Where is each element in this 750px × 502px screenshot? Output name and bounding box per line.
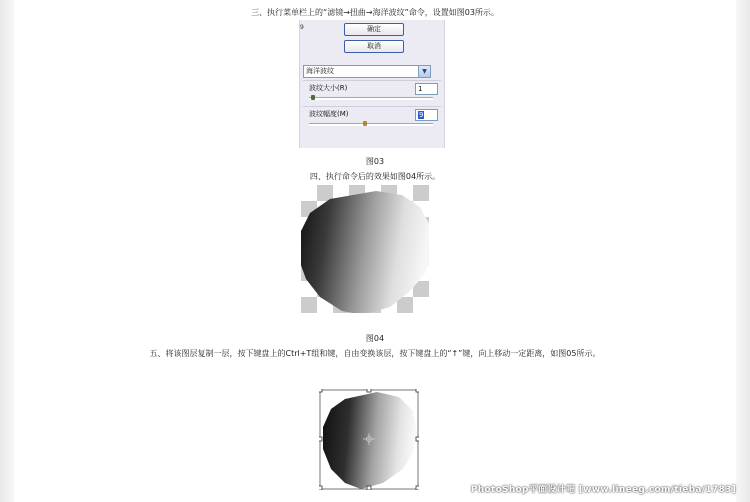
- ripple-size-group: [303, 80, 441, 103]
- dialog-edge-fragment: 9: [300, 24, 304, 31]
- step5-text: 五、将该图层复制一层，按下键盘上的Ctrl+T组和键，自由变换该层，按下键盘上的“↑”键，向上移动一定距离，如图05所示。: [149, 349, 601, 358]
- ok-button[interactable]: 确定: [344, 23, 404, 36]
- transform-handle-bottom-left[interactable]: [319, 486, 322, 490]
- rippled-gradient-shape: [301, 185, 429, 313]
- transform-handle-bottom-right[interactable]: [416, 486, 419, 490]
- step4-text: 四、执行命令后的效果如图04所示。: [309, 172, 441, 181]
- figure03-caption: 图03: [365, 157, 385, 166]
- figure04-canvas: [301, 185, 429, 313]
- free-transform-canvas: [319, 389, 419, 490]
- transform-handle-top[interactable]: [367, 389, 371, 392]
- ripple-magnitude-value: 9: [419, 111, 424, 119]
- figure04-caption: 图04: [365, 334, 385, 343]
- page-side-gutter-right: [736, 0, 750, 502]
- figure05-transform-preview: [319, 389, 419, 490]
- transform-handle-left[interactable]: [319, 437, 322, 441]
- filter-select[interactable]: [303, 65, 431, 78]
- page-side-gutter-left: [0, 0, 14, 502]
- transform-handle-top-right[interactable]: [416, 389, 419, 392]
- filter-select-value: 海洋波纹: [306, 67, 334, 75]
- transform-handle-top-left[interactable]: [319, 389, 322, 392]
- ripple-magnitude-input[interactable]: [415, 109, 438, 121]
- ripple-magnitude-label: 波纹幅度(M): [309, 110, 349, 118]
- ripple-size-input[interactable]: [415, 83, 438, 95]
- ripple-size-label: 波纹大小(R): [309, 84, 348, 92]
- step3-text: 三、执行菜单栏上的“滤镜→扭曲→海洋波纹”命令，设置如图03所示。: [251, 8, 499, 17]
- ripple-magnitude-slider-thumb[interactable]: [363, 121, 367, 126]
- transformed-shape[interactable]: [323, 392, 417, 489]
- cancel-button[interactable]: 取消: [344, 40, 404, 53]
- transform-handle-right[interactable]: [416, 437, 419, 441]
- ripple-size-slider[interactable]: [309, 97, 433, 100]
- watermark: PhotoShop平面设计吧 [www.lineeg.com/tieba/1783]: [470, 485, 736, 495]
- transform-handle-bottom[interactable]: [367, 486, 371, 490]
- ripple-size-slider-thumb[interactable]: [311, 95, 315, 100]
- ripple-magnitude-slider[interactable]: [309, 123, 433, 126]
- chevron-down-icon[interactable]: ▼: [418, 66, 430, 77]
- ripple-magnitude-group: [303, 106, 441, 129]
- ocean-ripple-dialog: [299, 20, 445, 148]
- ripple-size-value: 1: [418, 85, 423, 93]
